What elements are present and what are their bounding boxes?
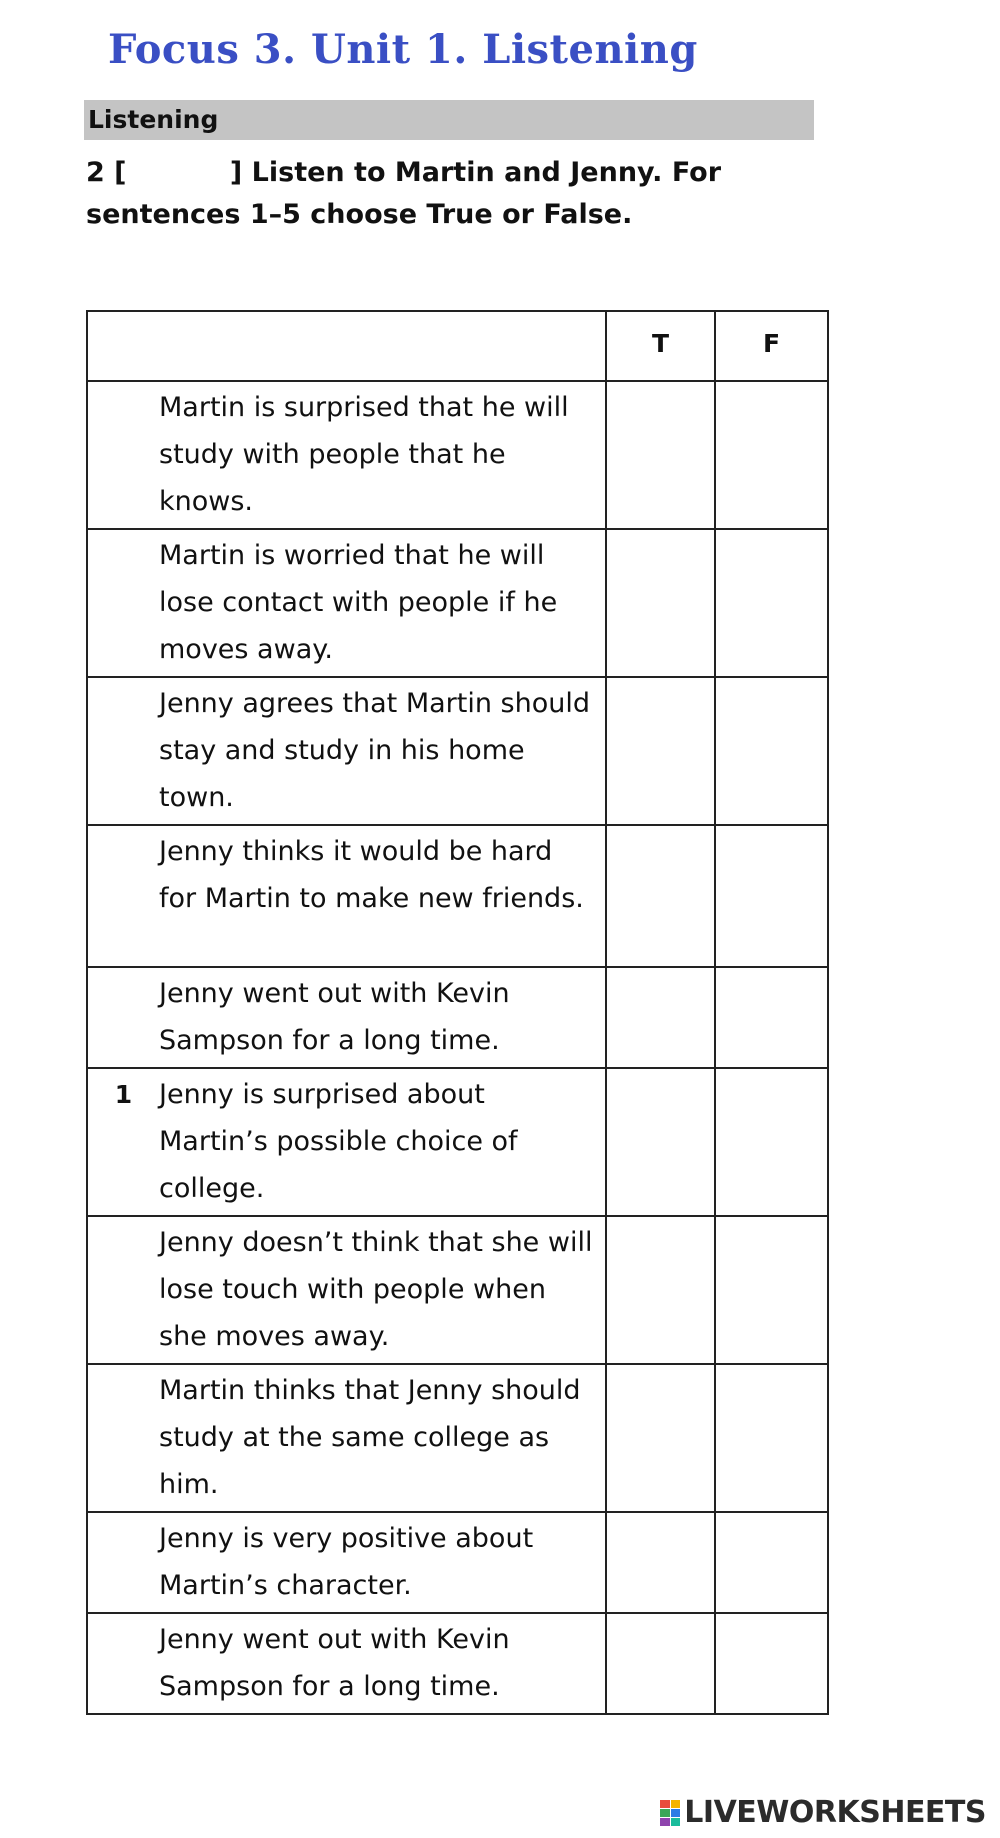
table-row bbox=[87, 381, 828, 529]
item-number bbox=[88, 1367, 159, 1508]
true-answer-cell[interactable] bbox=[606, 1512, 715, 1613]
false-answer-cell[interactable] bbox=[715, 1364, 828, 1512]
table-row bbox=[87, 677, 828, 825]
false-answer-cell[interactable] bbox=[715, 1216, 828, 1364]
instruction-line-2: sentences 1–5 choose True or False. bbox=[86, 199, 633, 230]
statement-text: Martin is worried that he will lose contact with people if he moves away. bbox=[159, 540, 558, 665]
false-answer-cell[interactable] bbox=[715, 529, 828, 677]
liveworksheets-logo bbox=[660, 1795, 986, 1830]
item-number bbox=[88, 1616, 159, 1710]
false-answer-cell[interactable] bbox=[715, 677, 828, 825]
statement-text: Jenny went out with Kevin Sampson for a long time. bbox=[159, 1624, 510, 1702]
true-answer-cell[interactable] bbox=[606, 967, 715, 1068]
table-row bbox=[87, 1216, 828, 1364]
page-title: Focus 3. Unit 1. Listening bbox=[108, 26, 698, 73]
statement-text: Jenny went out with Kevin Sampson for a long time. bbox=[159, 978, 510, 1056]
statement-text: Martin is surprised that he will study with people that he knows. bbox=[159, 392, 569, 517]
item-number bbox=[88, 970, 159, 1064]
false-answer-cell[interactable] bbox=[715, 381, 828, 529]
true-answer-cell[interactable] bbox=[606, 677, 715, 825]
instructions bbox=[86, 152, 721, 236]
item-number bbox=[88, 384, 159, 525]
item-number bbox=[88, 680, 159, 821]
header-empty-cell bbox=[87, 311, 606, 381]
true-answer-cell[interactable] bbox=[606, 1364, 715, 1512]
table-row bbox=[87, 1512, 828, 1613]
table-row bbox=[87, 1613, 828, 1714]
false-answer-cell[interactable] bbox=[715, 967, 828, 1068]
statement-text: Jenny is surprised about Martin’s possible choice of college. bbox=[159, 1079, 518, 1204]
table-row bbox=[87, 1364, 828, 1512]
table-row bbox=[87, 967, 828, 1068]
section-heading: Listening bbox=[88, 105, 219, 134]
statement-text: Jenny agrees that Martin should stay and study in his home town. bbox=[159, 688, 591, 813]
true-answer-cell[interactable] bbox=[606, 1613, 715, 1714]
statement-text: Martin thinks that Jenny should study at the same college as him. bbox=[159, 1375, 581, 1500]
item-number bbox=[88, 1515, 159, 1609]
item-number bbox=[88, 1219, 159, 1360]
true-answer-cell[interactable] bbox=[606, 825, 715, 967]
item-number bbox=[88, 532, 159, 673]
header-false: F bbox=[715, 311, 828, 381]
item-number bbox=[88, 828, 159, 922]
true-answer-cell[interactable] bbox=[606, 381, 715, 529]
true-answer-cell[interactable] bbox=[606, 529, 715, 677]
true-answer-cell[interactable] bbox=[606, 1216, 715, 1364]
section-heading-bar bbox=[84, 100, 814, 140]
false-answer-cell[interactable] bbox=[715, 1068, 828, 1216]
true-answer-cell[interactable] bbox=[606, 1068, 715, 1216]
statement-text: Jenny thinks it would be hard for Martin to make new friends. bbox=[159, 836, 584, 914]
statement-text: Jenny doesn’t think that she will lose touch with people when she moves away. bbox=[159, 1227, 593, 1352]
false-answer-cell[interactable] bbox=[715, 1512, 828, 1613]
instruction-line-1: 2 [ ] Listen to Martin and Jenny. For bbox=[86, 157, 722, 188]
false-answer-cell[interactable] bbox=[715, 1613, 828, 1714]
true-false-table bbox=[86, 310, 829, 1715]
table-row bbox=[87, 1068, 828, 1216]
table-row bbox=[87, 825, 828, 967]
table-header-row bbox=[87, 311, 828, 381]
item-number: 1 bbox=[114, 1080, 133, 1109]
liveworksheets-wordmark: LIVEWORKSHEETS bbox=[684, 1795, 986, 1830]
statement-text: Jenny is very positive about Martin’s character. bbox=[159, 1523, 534, 1601]
table-row bbox=[87, 529, 828, 677]
false-answer-cell[interactable] bbox=[715, 825, 828, 967]
liveworksheets-logo-icon bbox=[660, 1800, 680, 1826]
header-true: T bbox=[606, 311, 715, 381]
